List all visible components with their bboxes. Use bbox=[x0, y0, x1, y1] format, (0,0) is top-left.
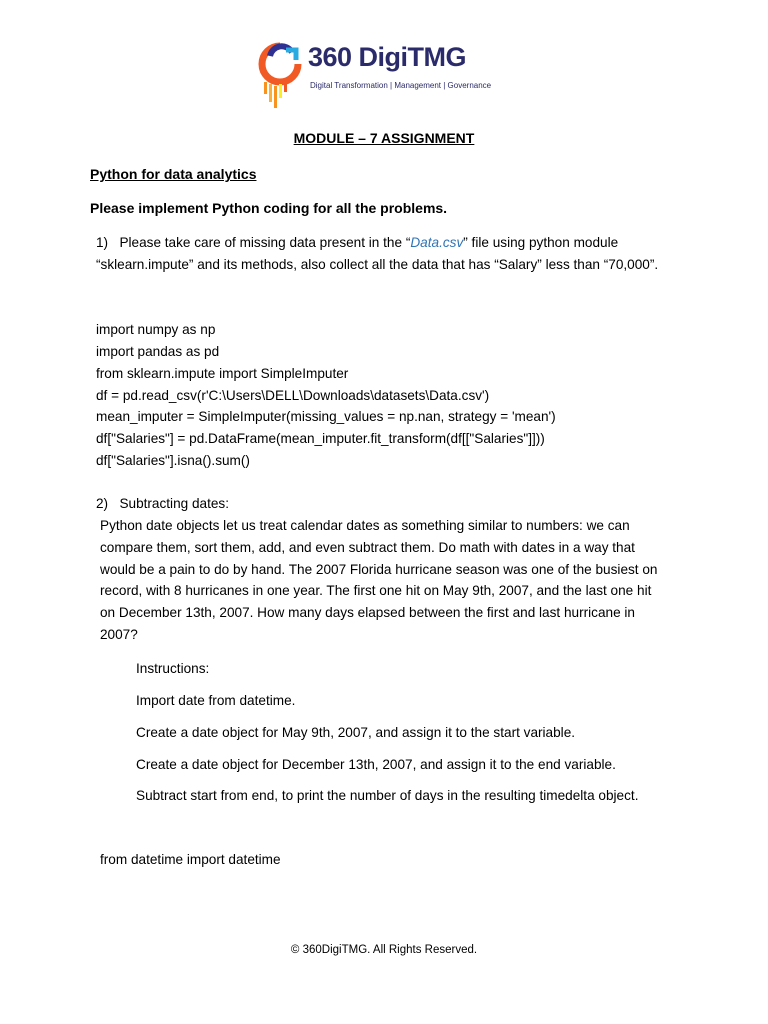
question-2-paragraph-line: Python date objects let us treat calendar dates as something similar to numbers: we can bbox=[100, 518, 630, 533]
code-line: from sklearn.impute import SimpleImputer bbox=[96, 366, 349, 381]
code-line: mean_imputer = SimpleImputer(missing_values = np.nan, strategy = 'mean') bbox=[96, 409, 556, 424]
question-2-paragraph-line: on December 13th, 2007. How many days elapsed between the first and last hurricane in bbox=[100, 605, 635, 620]
page-title: MODULE – 7 ASSIGNMENT bbox=[293, 130, 475, 146]
question-1-line-1 bbox=[96, 235, 618, 250]
question-2-paragraph-line: record, with 8 hurricanes in one year. The first one hit on May 9th, 2007, and the last one hit bbox=[100, 583, 652, 598]
instructions-label: Instructions: bbox=[136, 661, 210, 676]
company-logo bbox=[256, 42, 506, 112]
instruction-item: Subtract start from end, to print the number of days in the resulting timedelta object. bbox=[136, 788, 639, 803]
copyright-footer: © 360DigiTMG. All Rights Reserved. bbox=[290, 944, 478, 956]
code-line: df["Salaries"].isna().sum() bbox=[96, 453, 250, 468]
question-2-paragraph-line: 2007? bbox=[100, 627, 138, 642]
code-line: df["Salaries"] = pd.DataFrame(mean_imputer.fit_transform(df[["Salaries"]])) bbox=[96, 431, 545, 446]
question-2-number: 2) bbox=[96, 496, 109, 511]
question-2-heading-text: Subtracting dates: bbox=[119, 496, 230, 511]
question-1-text-before-link: Please take care of missing data present in the “ bbox=[119, 235, 411, 250]
question-1-line-2: “sklearn.impute” and its methods, also collect all the data that has “Salary” less than “70,000”. bbox=[96, 257, 659, 272]
instruction-item: Create a date object for May 9th, 2007, and assign it to the start variable. bbox=[136, 725, 576, 740]
instruction-heading: Please implement Python coding for all the problems. bbox=[90, 200, 448, 216]
instruction-item: Create a date object for December 13th, 2007, and assign it to the end variable. bbox=[136, 757, 616, 772]
logo-mark-icon bbox=[256, 42, 302, 112]
logo-tagline: Digital Transformation | Management | Governance bbox=[310, 81, 492, 90]
data-csv-link[interactable]: Data.csv bbox=[410, 235, 464, 250]
question-1-number: 1) bbox=[96, 235, 109, 250]
logo-name: 360 DigiTMG bbox=[308, 42, 467, 72]
question-2-heading bbox=[96, 496, 229, 511]
instruction-item: Import date from datetime. bbox=[136, 693, 296, 708]
question-2-paragraph-line: compare them, sort them, add, and even subtract them. Do math with dates in a way that bbox=[100, 540, 635, 555]
page-subtitle: Python for data analytics bbox=[90, 166, 257, 182]
code-line: import numpy as np bbox=[96, 322, 216, 337]
question-2-paragraph-line: would be a pain to do by hand. The 2007 Florida hurricane season was one of the busiest on bbox=[100, 562, 658, 577]
code-line: df = pd.read_csv(r'C:\Users\DELL\Downloads\datasets\Data.csv') bbox=[96, 388, 490, 403]
code-line: from datetime import datetime bbox=[100, 852, 281, 867]
code-line: import pandas as pd bbox=[96, 344, 220, 359]
question-1-text-after-link: ” file using python module bbox=[463, 235, 619, 250]
